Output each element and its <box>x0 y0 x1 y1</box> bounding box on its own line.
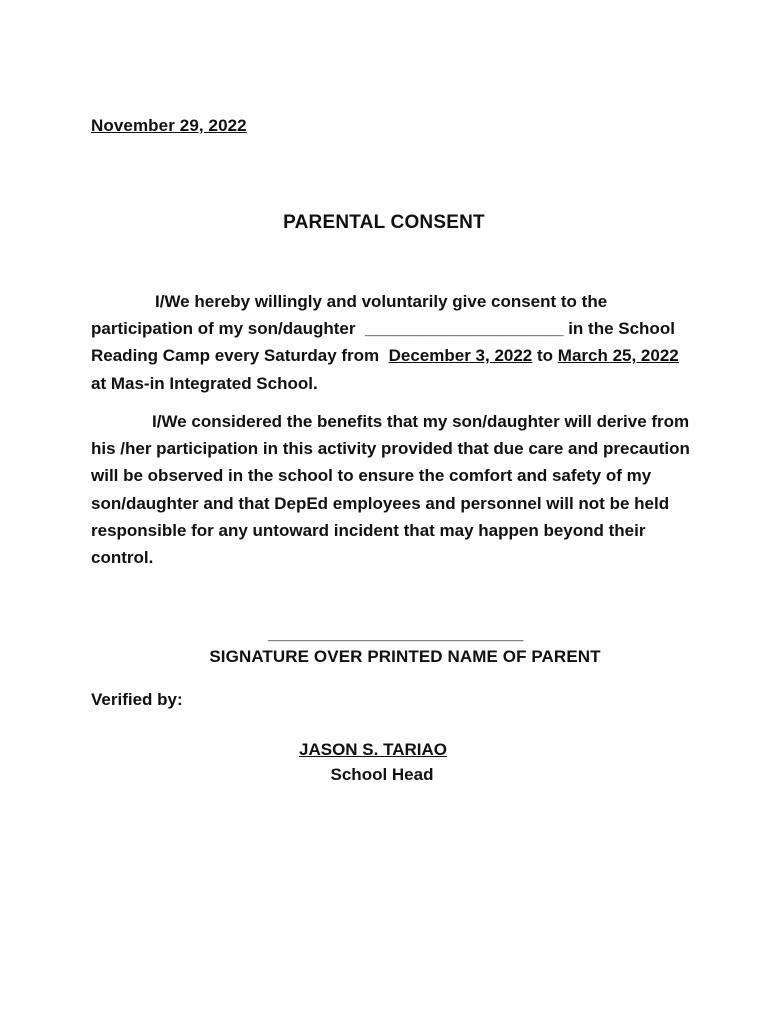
paragraph1-lead: I/We hereby willingly and voluntarily give consent to the participation of my son/daughter <box>91 292 608 339</box>
paragraph2-text: I/We considered the benefits that my son/daughter will derive from his /her participation in this activity provided that due care and precaution will be observed in the school to ensure the comfort and safety of my son/daughter and that DepEd employees and personnel will not be held responsible for any untoward incident that may happen beyond their control. <box>91 412 690 568</box>
paragraph1-to: to <box>537 346 554 366</box>
consent-paragraph <box>91 288 691 397</box>
start-date: December 3, 2022 <box>388 346 533 366</box>
verifier-title: School Head <box>330 765 434 784</box>
benefits-paragraph <box>91 408 691 571</box>
child-name-blank: _____________________ <box>364 319 564 339</box>
end-date: March 25, 2022 <box>557 346 679 366</box>
paragraph1-tail: at Mas-in Integrated School. <box>91 373 318 393</box>
document-date: November 29, 2022 <box>91 116 247 135</box>
paragraph1-mid: in the School Reading Camp every Saturday from <box>91 319 675 366</box>
signature-line: ___________________________ <box>268 624 524 643</box>
signature-label: SIGNATURE OVER PRINTED NAME OF PARENT <box>209 647 601 666</box>
verified-by-label: Verified by: <box>91 690 183 709</box>
verifier-name: JASON S. TARIAO <box>299 740 447 759</box>
document-title: PARENTAL CONSENT <box>283 212 485 233</box>
